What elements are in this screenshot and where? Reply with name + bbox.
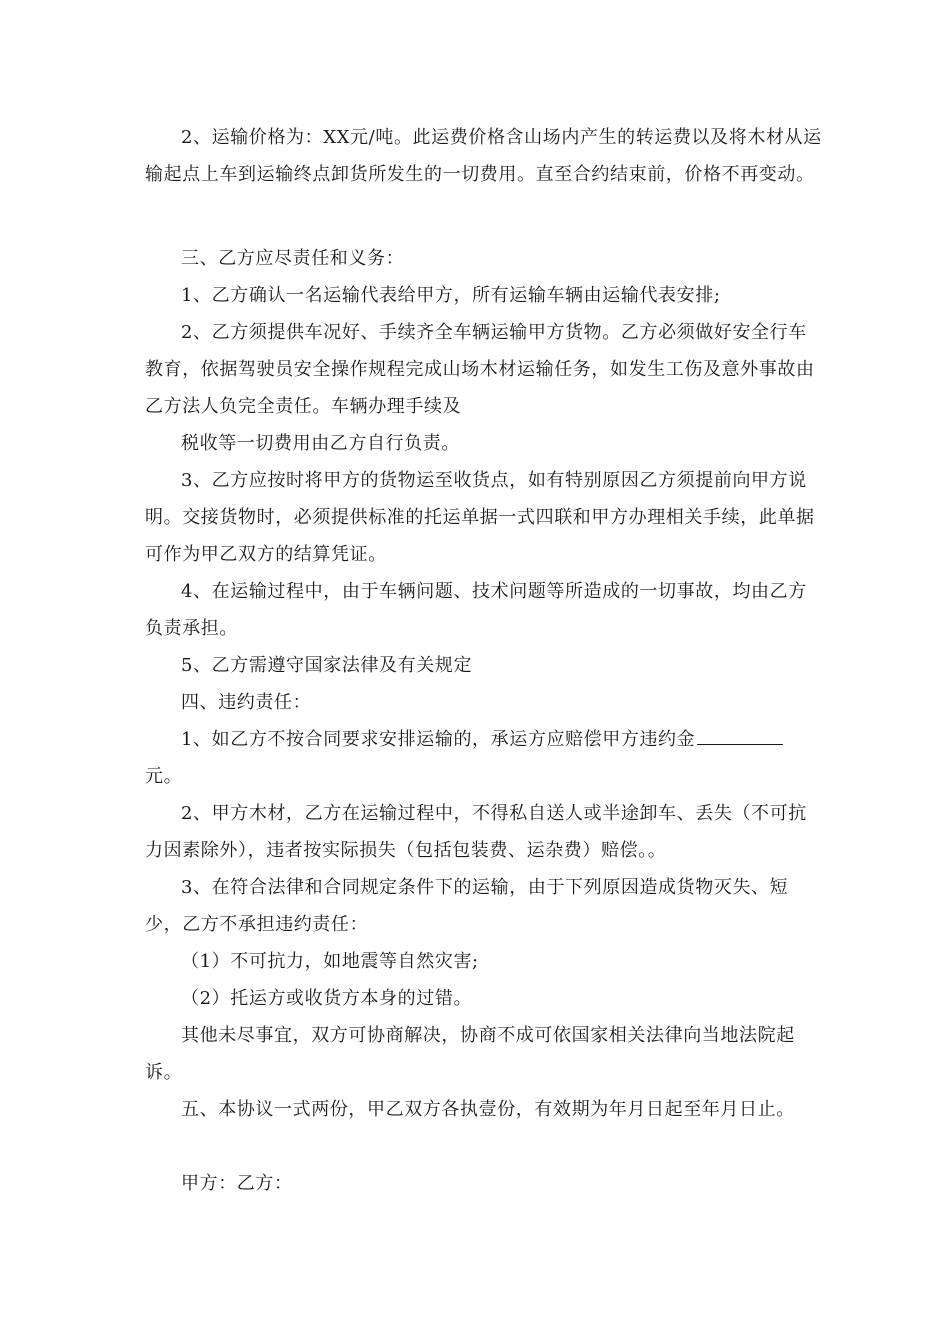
clause-accident-liability: 4、在运输过程中，由于车辆问题、技术问题等所造成的一切事故，均由乙方负责承担。 <box>145 581 807 639</box>
clause-law-compliance: 5、乙方需遵守国家法律及有关规定 <box>181 655 473 676</box>
section-heading-breach: 四、违约责任： <box>181 692 312 713</box>
penalty-amount-blank <box>697 726 783 745</box>
clause-penalty-text: 1、如乙方不按合同要求安排运输的，承运方应赔偿甲方违约金 <box>181 729 696 750</box>
signature-line: 甲方：乙方： <box>181 1173 293 1194</box>
clause-transport-price: 2、运输价格为：XX元/吨。此运费价格含山场内产生的转运费以及将木材从运输起点上车到运输终点卸货所发生的一切费用。直至合约结束前，价格不再变动。 <box>145 127 822 185</box>
clause-representative: 1、乙方确认一名运输代表给甲方，所有运输车辆由运输代表安排; <box>181 285 721 306</box>
clause-cargo-loss: 2、甲方木材，乙方在运输过程中，不得私自送人或半途卸车、丢失（不可抗力因素除外），违者按实际损失（包括包装费、运杂费）赔偿。。 <box>145 803 807 861</box>
exemption-party-fault: （2）托运方或收货方本身的过错。 <box>181 988 473 1009</box>
clause-copies-validity: 五、本协议一式两份，甲乙双方各执壹份，有效期为年月日起至年月日止。 <box>181 1099 795 1120</box>
exemption-force-majeure: （1）不可抗力，如地震等自然灾害; <box>181 951 479 972</box>
clause-delivery: 3、乙方应按时将甲方的货物运至收货点，如有特别原因乙方须提前向甲方说明。交接货物时，必须提供标准的托运单据一式四联和甲方办理相关手续，此单据可作为甲乙双方的结算凭证。 <box>145 470 815 565</box>
clause-penalty <box>181 721 783 758</box>
section-heading-obligations: 三、乙方应尽责任和义务： <box>181 248 405 269</box>
clause-vehicle-safety: 2、乙方须提供车况好、手续齐全车辆运输甲方货物。乙方必须做好安全行车教育，依据驾驶员安全操作规程完成山场木材运输任务，如发生工伤及意外事故由乙方法人负完全责任。车辆办理手续及 <box>145 322 815 417</box>
clause-penalty-unit: 元。 <box>145 766 183 787</box>
clause-exemption: 3、在符合法律和合同规定条件下的运输，由于下列原因造成货物灭失、短少，乙方不承担违约责任： <box>145 877 789 935</box>
clause-other-matters: 其他未尽事宜，双方可协商解决，协商不成可依国家相关法律向当地法院起诉。 <box>145 1025 795 1083</box>
clause-taxes: 税收等一切费用由乙方自行负责。 <box>181 433 460 454</box>
